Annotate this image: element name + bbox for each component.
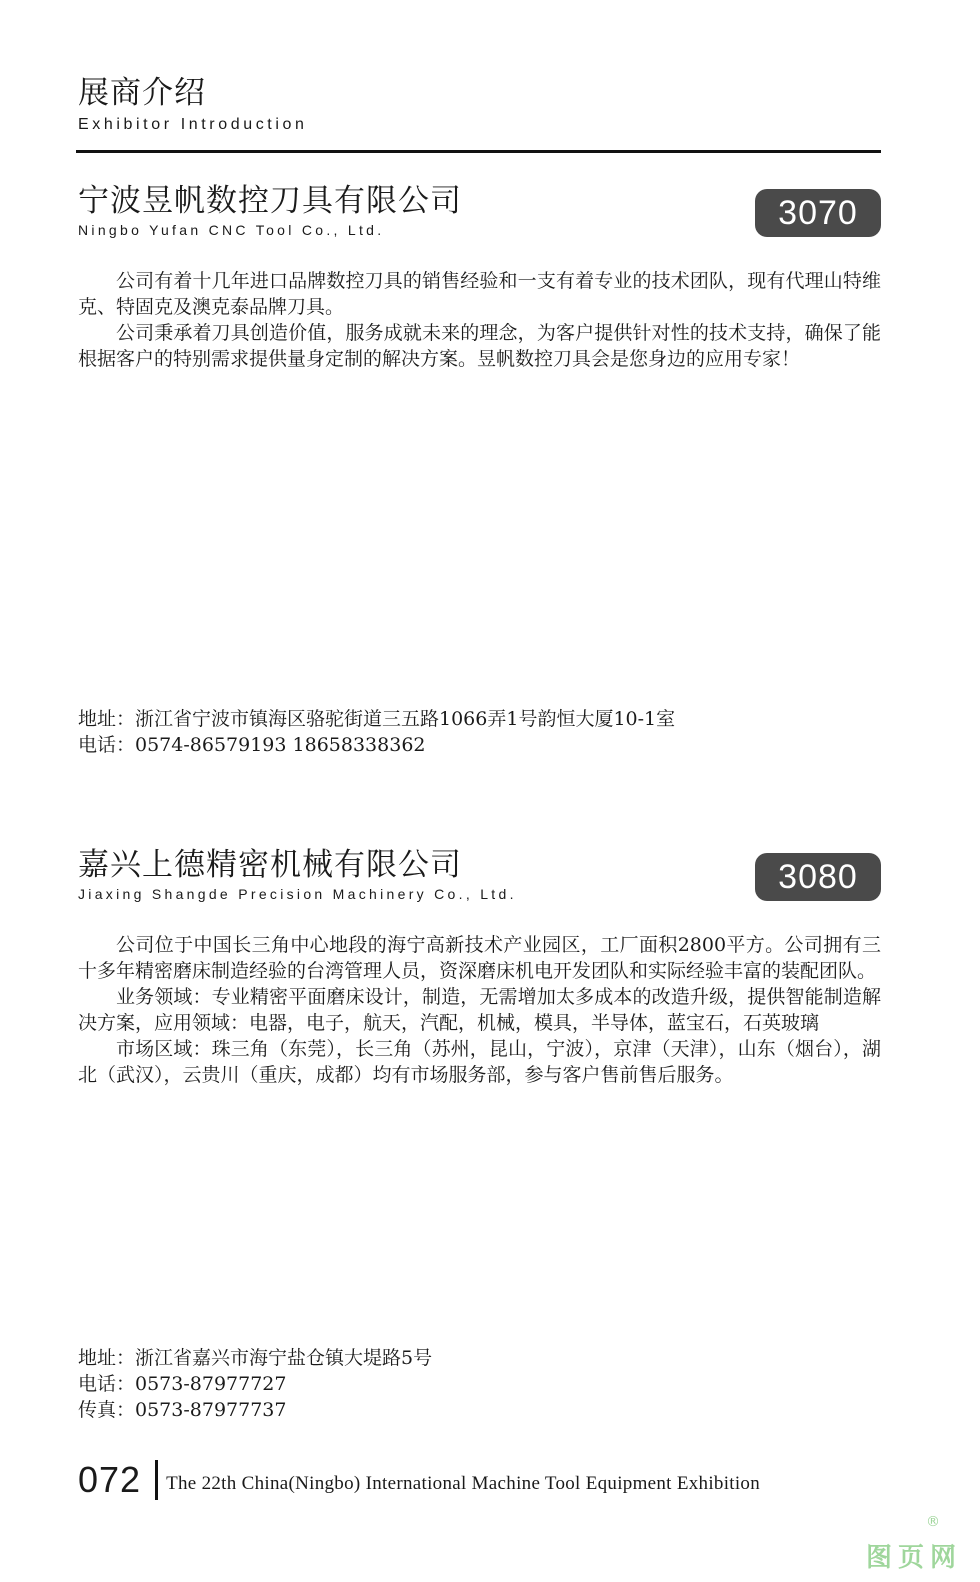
contact-address: 地址：浙江省宁波市镇海区骆驼街道三五路1066弄1号韵恒大厦10-1室	[78, 708, 676, 730]
company-description	[78, 932, 881, 1088]
watermark-logo: 图页网	[865, 1543, 962, 1573]
company-name: 宁波昱帆数控刀具有限公司	[78, 183, 462, 219]
exhibition-title: The 22th China(Ningbo) International Machine Tool Equipment Exhibition	[166, 1473, 761, 1494]
company-description	[78, 268, 881, 372]
contact-fax: 传真：0573-87977737	[78, 1399, 287, 1421]
company-name-en: Jiaxing Shangde Precision Machinery Co., Ltd.	[78, 886, 517, 902]
description-paragraph: 公司位于中国长三角中心地段的海宁高新技术产业园区，工厂面积2800平方。公司拥有三十多年精密磨床制造经验的台湾管理人员，资深磨床机电开发团队和实际经验丰富的装配团队。	[78, 934, 881, 982]
description-paragraph: 公司有着十几年进口品牌数控刀具的销售经验和一支有着专业的技术团队，现有代理山特维克、特固克及澳克泰品牌刀具。	[78, 270, 881, 318]
company-name: 嘉兴上德精密机械有限公司	[78, 847, 462, 883]
page-header	[78, 74, 881, 134]
company-name-en: Ningbo Yufan CNC Tool Co., Ltd.	[78, 222, 385, 238]
contact-phone: 电话：0573-87977727	[78, 1373, 287, 1395]
company-contact	[78, 1345, 881, 1423]
watermark-registered-mark: ®	[926, 1514, 940, 1530]
header-divider	[76, 150, 881, 153]
page-footer	[78, 1458, 760, 1502]
contact-address: 地址：浙江省嘉兴市海宁盐仓镇大堤路5号	[78, 1347, 433, 1369]
footer-divider	[155, 1460, 158, 1500]
page-subtitle: Exhibitor Introduction	[78, 116, 308, 133]
page-number: 072	[78, 1459, 142, 1500]
page-title: 展商介绍	[78, 75, 206, 111]
description-paragraph: 公司秉承着刀具创造价值，服务成就未来的理念，为客户提供针对性的技术支持，确保了能根据客户的特别需求提供量身定制的解决方案。昱帆数控刀具会是您身边的应用专家！	[78, 322, 881, 370]
description-paragraph: 业务领域：专业精密平面磨床设计，制造，无需增加太多成本的改造升级，提供智能制造解决方案，应用领域：电器，电子，航天，汽配，机械，模具，半导体，蓝宝石，石英玻璃	[78, 986, 881, 1034]
booth-number-badge: 3070	[755, 189, 881, 237]
company-entry-shangde	[78, 846, 881, 902]
description-paragraph: 市场区域：珠三角（东莞），长三角（苏州，昆山，宁波），京津（天津），山东（烟台），湖北（武汉），云贵川（重庆，成都）均有市场服务部，参与客户售前售后服务。	[78, 1038, 881, 1086]
company-entry-yufan	[78, 182, 881, 238]
contact-phone: 电话：0574-86579193 18658338362	[78, 734, 426, 756]
company-contact	[78, 706, 881, 758]
booth-number-badge: 3080	[755, 853, 881, 901]
